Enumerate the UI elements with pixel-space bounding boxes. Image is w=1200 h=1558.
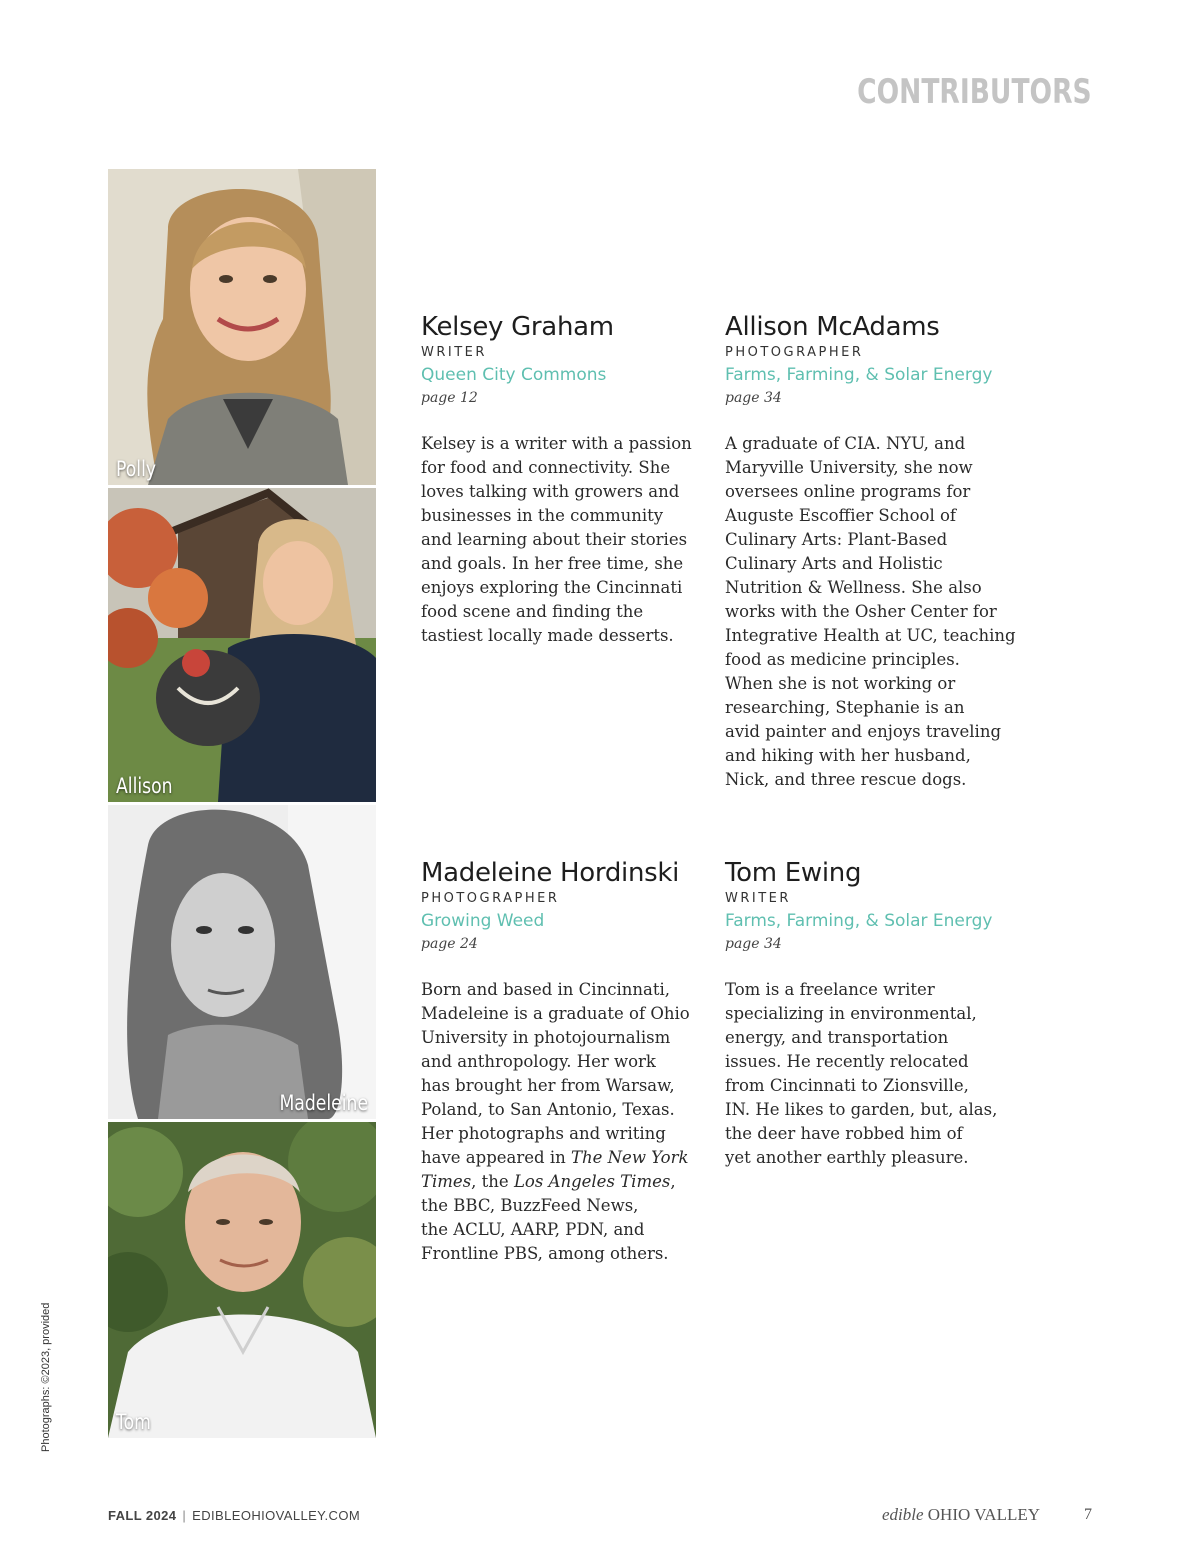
- page-reference: page 34: [725, 936, 782, 952]
- contributor-role: PHOTOGRAPHER: [421, 891, 560, 906]
- bio-text-fragment: ,: [670, 1172, 676, 1191]
- bio-line: yet another earthly pleasure.: [725, 1148, 969, 1167]
- page-number: 7: [1084, 1506, 1092, 1523]
- bio-line: the deer have robbed him of: [725, 1124, 963, 1143]
- footer-brand: [882, 1505, 1040, 1525]
- bio-line: and anthropology. Her work: [421, 1052, 656, 1071]
- bio-line: Kelsey is a writer with a passion: [421, 434, 692, 453]
- contributor-photo-madeleine: [108, 805, 376, 1119]
- contributor-role: PHOTOGRAPHER: [725, 345, 864, 360]
- portrait-image: [108, 488, 376, 802]
- bio-text: [725, 432, 1015, 792]
- photo-label: Allison: [116, 774, 173, 798]
- bio-line: the BBC, BuzzFeed News,: [421, 1196, 639, 1215]
- footer-issue: [108, 1508, 360, 1523]
- bio-line: Frontline PBS, among others.: [421, 1244, 669, 1263]
- article-title: Farms, Farming, & Solar Energy: [725, 365, 993, 385]
- contributor-bio-kelsey-graham: [421, 312, 711, 648]
- publication-name: Times: [421, 1172, 472, 1191]
- bio-line: researching, Stephanie is an: [725, 698, 965, 717]
- bio-line: oversees online programs for: [725, 482, 971, 501]
- bio-line: Poland, to San Antonio, Texas.: [421, 1100, 675, 1119]
- article-title: Growing Weed: [421, 911, 545, 931]
- publication-name: The New York: [570, 1148, 689, 1167]
- contributor-name: Tom Ewing: [725, 858, 862, 888]
- bio-line: avid painter and enjoys traveling: [725, 722, 1002, 741]
- contributor-name: Allison McAdams: [725, 312, 940, 342]
- bio-line: Tom is a freelance writer: [725, 980, 935, 999]
- bio-text: [421, 432, 711, 648]
- photo-credit: Photographs: ©2023, provided: [40, 1302, 52, 1452]
- photo-label: Tom: [116, 1410, 151, 1434]
- contributor-bio-allison-mcadams: [725, 312, 1015, 792]
- photo-label: Madeleine: [279, 1091, 368, 1115]
- contributor-name: Kelsey Graham: [421, 312, 614, 342]
- footer-season: FALL 2024: [108, 1508, 177, 1523]
- bio-text-fragment: have appeared in: [421, 1148, 571, 1167]
- bio-line: University in photojournalism: [421, 1028, 671, 1047]
- bio-line: issues. He recently relocated: [725, 1052, 969, 1071]
- contributor-bio-tom-ewing: [725, 858, 1015, 1170]
- footer-separator: |: [182, 1508, 187, 1523]
- bio-line: specializing in environmental,: [725, 1004, 977, 1023]
- bio-line: Her photographs and writing: [421, 1124, 666, 1143]
- bio-line: for food and connectivity. She: [421, 458, 671, 477]
- bio-line: from Cincinnati to Zionsville,: [725, 1076, 969, 1095]
- brand-edible: edible: [881, 1505, 924, 1524]
- bio-line: and goals. In her free time, she: [421, 554, 684, 573]
- brand-region: OHIO VALLEY: [927, 1505, 1040, 1524]
- bio-text: [725, 978, 1015, 1170]
- bio-line: the ACLU, AARP, PDN, and: [421, 1220, 645, 1239]
- publication-name: Los Angeles Times: [513, 1172, 671, 1191]
- section-header: CONTRIBUTORS: [857, 72, 1092, 112]
- contributor-bio-madeleine-hordinski: [421, 858, 711, 1266]
- bio-line: Integrative Health at UC, teaching: [725, 626, 1016, 645]
- bio-line: businesses in the community: [421, 506, 664, 525]
- bio-line: [421, 1170, 711, 1194]
- bio-line: enjoys exploring the Cincinnati: [421, 578, 683, 597]
- bio-line: Culinary Arts and Holistic: [725, 554, 943, 573]
- portrait-image: [108, 805, 376, 1119]
- contributor-name: Madeleine Hordinski: [421, 858, 680, 888]
- footer-site: EDIBLEOHIOVALLEY.COM: [192, 1508, 361, 1523]
- page-reference: page 12: [421, 390, 478, 406]
- article-title: Farms, Farming, & Solar Energy: [725, 911, 993, 931]
- portrait-image: [108, 169, 376, 485]
- contributor-role: WRITER: [725, 891, 791, 906]
- bio-line: Auguste Escoffier School of: [725, 506, 957, 525]
- bio-line: food as medicine principles.: [725, 650, 960, 669]
- bio-line: IN. He likes to garden, but, alas,: [725, 1100, 998, 1119]
- contributor-photo-allison: [108, 488, 376, 802]
- contributor-photo-tom: [108, 1122, 376, 1438]
- bio-line: Nutrition & Wellness. She also: [725, 578, 982, 597]
- contributor-role: WRITER: [421, 345, 487, 360]
- bio-line: Born and based in Cincinnati,: [421, 980, 670, 999]
- portrait-image: [108, 1122, 376, 1438]
- article-title: Queen City Commons: [421, 365, 607, 385]
- bio-text-fragment: , the: [471, 1172, 514, 1191]
- bio-line: Madeleine is a graduate of Ohio: [421, 1004, 690, 1023]
- bio-line: Maryville University, she now: [725, 458, 973, 477]
- page-reference: page 24: [421, 936, 478, 952]
- bio-line: energy, and transportation: [725, 1028, 949, 1047]
- bio-line: Nick, and three rescue dogs.: [725, 770, 967, 789]
- page-reference: page 34: [725, 390, 782, 406]
- bio-line: tastiest locally made desserts.: [421, 626, 674, 645]
- bio-line: food scene and finding the: [421, 602, 644, 621]
- bio-line: When she is not working or: [725, 674, 956, 693]
- photo-label: Polly: [116, 457, 157, 481]
- bio-line: A graduate of CIA. NYU, and: [725, 434, 966, 453]
- bio-line: works with the Osher Center for: [725, 602, 997, 621]
- contributor-photo-polly: [108, 169, 376, 485]
- bio-line: [421, 1146, 711, 1170]
- bio-line: Culinary Arts: Plant-Based: [725, 530, 948, 549]
- bio-line: and learning about their stories: [421, 530, 688, 549]
- bio-text: [421, 978, 711, 1266]
- bio-line: and hiking with her husband,: [725, 746, 971, 765]
- bio-line: has brought her from Warsaw,: [421, 1076, 675, 1095]
- bio-line: loves talking with growers and: [421, 482, 680, 501]
